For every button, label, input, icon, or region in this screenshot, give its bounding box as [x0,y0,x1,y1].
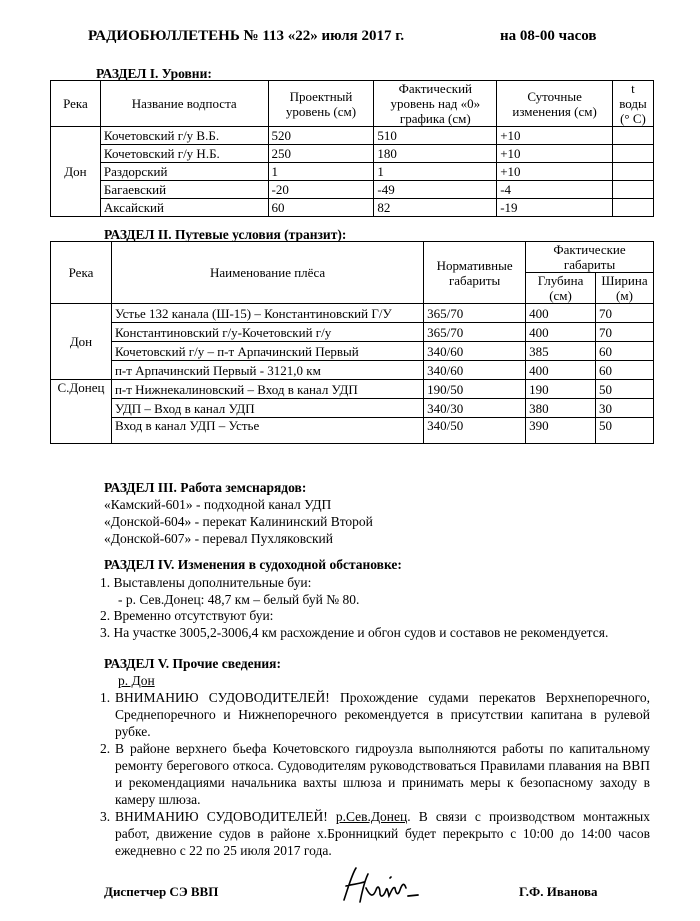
cell: 60 [596,342,654,361]
cell: Аксайский [100,199,268,217]
cell: 70 [596,304,654,323]
col-water-temp: t воды (° С) [612,81,653,127]
section3-title: РАЗДЕЛ III. Работа земснарядов: [104,480,307,495]
change-item: 3. На участке 3005,2-3006,4 км расхождение и обгон судов и составов не рекомендуется. [100,625,609,640]
notice-river: р.Сев.Донец [335,809,408,824]
table-row [51,163,654,181]
table-row [51,145,654,163]
cell: 340/50 [424,418,526,444]
handwritten-signature [338,862,424,910]
cell: Кочетовский г/у В.Б. [100,127,268,145]
cell: -19 [497,199,613,217]
notice-number: 2. [100,741,111,756]
table-row [51,380,654,399]
notice-text [115,808,650,859]
col-actual-level: Фактический уровень над «0» графика (см) [374,81,497,127]
change-item: - р. Сев.Донец: 48,7 км – белый буй № 80. [118,592,360,607]
notice-number: 3. [100,809,111,824]
table-row [51,181,654,199]
notice-number: 1. [100,690,111,705]
route-header-row-1 [51,242,654,273]
cell: 400 [526,361,596,380]
cell: 180 [374,145,497,163]
river-cell: С.Донец [51,380,112,444]
cell: Кочетовский г/у Н.Б. [100,145,268,163]
col-width: Ширина (м) [596,273,654,304]
cell: 510 [374,127,497,145]
col-project-level: Проектный уровень (см) [268,81,374,127]
table-row [51,304,654,323]
table-row [51,127,654,145]
notice-text: В районе верхнего бьефа Кочетовского гидроузла выполняются работы по капитальному ремонту берегового откоса. Судоводителям руководствоваться Правилами плавания на ВВП и рекомендациями начальника вахты шлюза и принимать меры к безопасному заходу в камеру шлюза. [115,741,650,807]
dredger-item: «Камский-601» - подходной канал УДП [104,497,332,512]
cell: Константиновский г/у-Кочетовский г/у [111,323,423,342]
cell: 50 [596,418,654,444]
cell: +10 [497,145,613,163]
cell [612,199,653,217]
col-post-name: Название водпоста [100,81,268,127]
cell: +10 [497,127,613,145]
dredger-item: «Донской-607» - перевал Пухляковский [104,531,334,546]
cell: Кочетовский г/у – п-т Арпачинский Первый [111,342,423,361]
col-normative: Нормативные габариты [424,242,526,304]
col-river: Река [51,242,112,304]
cell: +10 [497,163,613,181]
cell: -20 [268,181,374,199]
col-daily-change: Суточные изменения (см) [497,81,613,127]
section2-title: РАЗДЕЛ II. Путевые условия (транзит): [104,227,347,242]
cell: Вход в канал УДП – Устье [111,418,423,444]
table-row [51,361,654,380]
cell [612,163,653,181]
cell: 50 [596,380,654,399]
cell: 385 [526,342,596,361]
cell: 70 [596,323,654,342]
levels-table [50,80,654,217]
notice-body: . В связи с производством монтажных работ, движение судов в районе х.Бронницкий будет перекрыто с 10:00 до 14:00 часов ежедневно с 22 по 25 июля 2017 года. [115,809,651,858]
river-subheading: р. Дон [118,673,155,688]
col-stretch-name: Наименование плёса [111,242,423,304]
section4-title: РАЗДЕЛ IV. Изменения в судоходной обстановке: [104,557,402,572]
cell: -49 [374,181,497,199]
cell: 390 [526,418,596,444]
cell: 250 [268,145,374,163]
col-river: Река [51,81,101,127]
table-row [51,342,654,361]
river-cell: Дон [51,127,101,217]
cell [612,181,653,199]
signatory-position: Диспетчер СЭ ВВП [104,884,219,899]
table-row [51,199,654,217]
title-time: на 08-00 часов [500,28,597,44]
cell: УДП – Вход в канал УДП [111,399,423,418]
cell [612,127,653,145]
cell: 400 [526,323,596,342]
river-cell: Дон [51,304,112,380]
title-text: РАДИОБЮЛЛЕТЕНЬ № 113 «22» июля 2017 г. [88,28,405,44]
cell: 190 [526,380,596,399]
notice-prefix: ВНИМАНИЮ СУДОВОДИТЕЛЕЙ! [115,809,336,824]
cell: 340/30 [424,399,526,418]
cell: 340/60 [424,361,526,380]
cell: 190/50 [424,380,526,399]
cell: Раздорский [100,163,268,181]
cell: Устье 132 канала (Ш-15) – Константиновский Г/У [111,304,423,323]
dredger-item: «Донской-604» - перекат Калининский Второй [104,514,373,529]
cell [612,145,653,163]
change-item: 1. Выставлены дополнительные буи: [100,575,312,590]
cell: Багаевский [100,181,268,199]
cell: п-т Нижнекалиновский – Вход в канал УДП [111,380,423,399]
cell: 30 [596,399,654,418]
cell: 400 [526,304,596,323]
section5-title: РАЗДЕЛ V. Прочие сведения: [104,656,281,671]
cell: 520 [268,127,374,145]
section1-title: РАЗДЕЛ I. Уровни: [96,66,212,81]
cell: 365/70 [424,304,526,323]
cell: 1 [374,163,497,181]
cell: п-т Арпачинский Первый - 3121,0 км [111,361,423,380]
cell: 365/70 [424,323,526,342]
cell: 1 [268,163,374,181]
bulletin-title [88,28,597,45]
change-item: 2. Временно отсутствуют буи: [100,608,274,623]
cell: 380 [526,399,596,418]
signatory-name: Г.Ф. Иванова [519,884,598,899]
table-row [51,323,654,342]
notice-text: ВНИМАНИЮ СУДОВОДИТЕЛЕЙ! Прохождение судами перекатов Верхнепоречного, Среднепоречного и Нижнепоречного рекомендуется в присутствии капитана в рулевой рубке. [115,690,650,739]
cell: 60 [268,199,374,217]
cell: 340/60 [424,342,526,361]
cell: -4 [497,181,613,199]
col-actual-dimensions: Фактические габариты [526,242,654,273]
cell: 82 [374,199,497,217]
route-table [50,241,654,444]
cell: 60 [596,361,654,380]
table-row [51,418,654,444]
table-row [51,399,654,418]
levels-header-row [51,81,654,127]
col-depth: Глубина (см) [526,273,596,304]
